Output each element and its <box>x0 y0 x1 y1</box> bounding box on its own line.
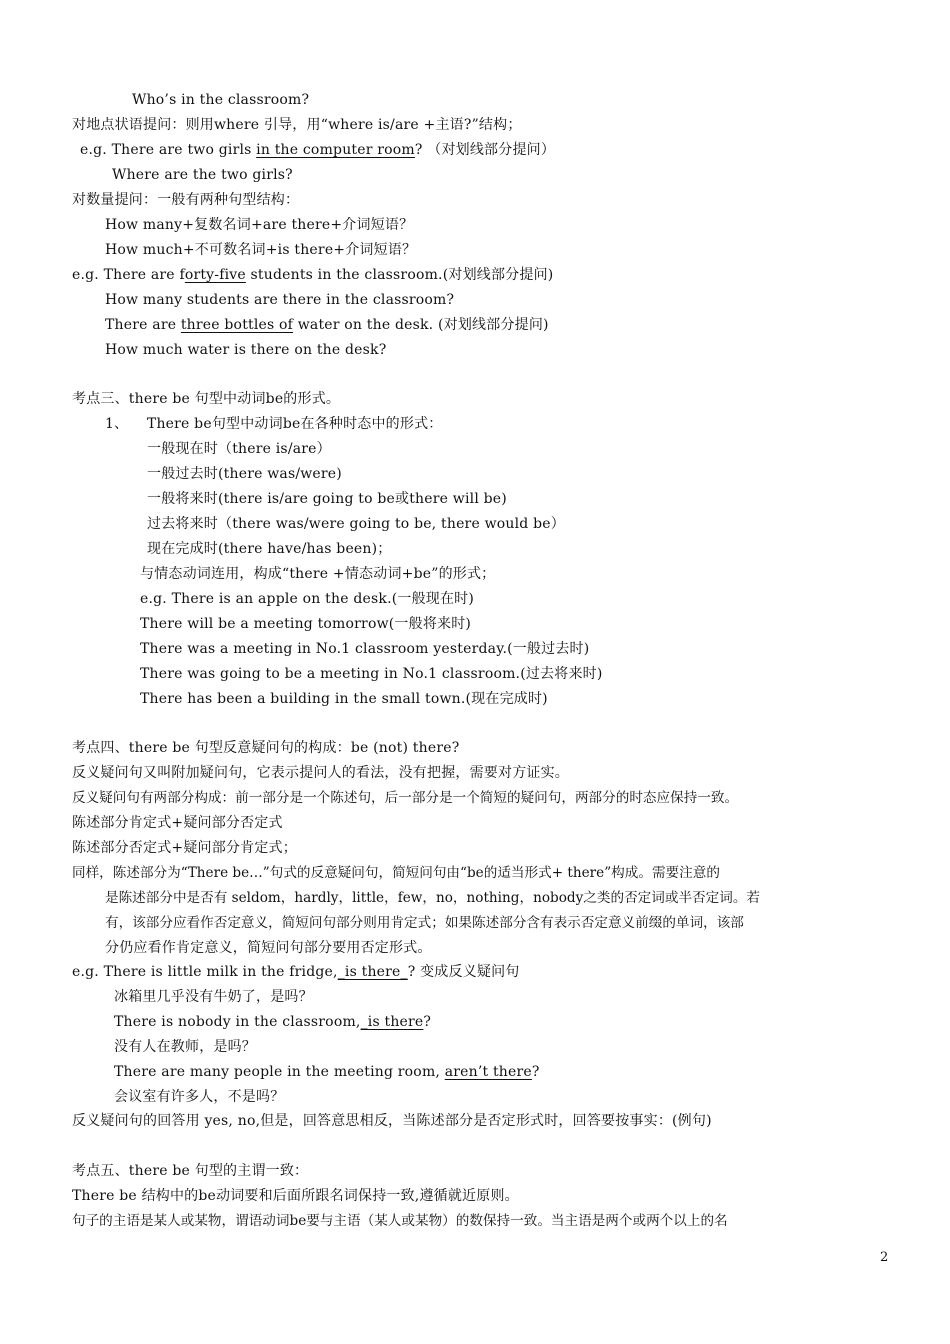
underlined-text: aren’t there <box>444 1064 532 1080</box>
text-segment: 有，该部分应看作否定意义，简短问句部分则用肯定式；如果陈述部分含有表示否定意义前缀的单词，该部 <box>105 915 744 931</box>
text-line <box>105 315 549 335</box>
text-segment: 会议室有许多人，不是吗？ <box>114 1089 285 1105</box>
text-line <box>147 464 342 484</box>
text-line <box>114 987 313 1007</box>
text-segment: 考点五、there be 句型的主谓一致： <box>72 1163 309 1179</box>
text-segment: ? （对划线部分提问） <box>414 142 556 158</box>
underlined-text: orty-five <box>184 267 246 283</box>
text-line <box>72 863 720 883</box>
text-line <box>114 1012 431 1032</box>
text-line <box>147 439 331 459</box>
text-line <box>105 240 416 260</box>
text-segment: There be 结构中的be动词要和后面所跟名词保持一致,遵循就近原则。 <box>72 1188 519 1204</box>
text-segment: There was going to be a meeting in No.1 classroom.(过去将来时) <box>140 666 603 682</box>
text-line <box>72 115 522 135</box>
text-line <box>72 1186 519 1206</box>
text-segment: There has been a building in the small town.(现在完成时) <box>140 691 548 707</box>
text-line <box>140 689 548 709</box>
underlined-text: three bottles of <box>180 317 294 333</box>
text-segment: e.g. There are two girls <box>80 142 257 158</box>
text-segment: water on the desk. (对划线部分提问) <box>293 317 549 333</box>
text-line <box>105 888 760 908</box>
text-line <box>105 290 454 310</box>
text-line <box>114 1062 540 1082</box>
text-segment: 同样，陈述部分为“There be…”句式的反意疑问句，简短问句由“be的适当形式+ there”构成。需要注意的 <box>72 865 720 881</box>
text-segment: 反义疑问句的回答用 yes, no,但是，回答意思相反，当陈述部分是否定形式时，回答要按事实：(例句) <box>72 1113 712 1129</box>
text-segment: 对地点状语提问：则用where 引导，用“where is/are +主语?”结构； <box>72 117 522 133</box>
text-segment: How much+不可数名词+is there+介词短语？ <box>105 242 417 258</box>
text-line <box>105 414 442 434</box>
text-segment: 是陈述部分中是否有 seldom，hardly，little，few，no，nothing，nobody之类的否定词或半否定词。若 <box>105 890 761 906</box>
text-segment: 陈述部分否定式+疑问部分肯定式； <box>72 840 297 856</box>
text-segment: 反义疑问句有两部分构成：前一部分是一个陈述句，后一部分是一个简短的疑问句，两部分的时态应保持一致。 <box>72 790 739 806</box>
text-line <box>72 265 553 285</box>
text-line <box>140 639 589 659</box>
text-segment: 考点三、there be 句型中动词be的形式。 <box>72 391 341 407</box>
text-line <box>105 913 744 933</box>
text-segment: There will be a meeting tomorrow(一般将来时) <box>140 616 472 632</box>
text-line <box>132 90 309 110</box>
text-segment: Where are the two girls? <box>112 167 293 183</box>
underlined-text: in the computer room <box>256 142 415 158</box>
page-number: 2 <box>880 1250 889 1265</box>
text-segment: 对数量提问：一般有两种句型结构： <box>72 192 300 208</box>
text-segment: students in the classroom.(对划线部分提问) <box>245 267 554 283</box>
text-segment: 冰箱里几乎没有牛奶了，是吗？ <box>114 989 313 1005</box>
section-heading <box>72 738 459 758</box>
text-line <box>80 140 555 160</box>
text-segment: ? <box>531 1064 540 1080</box>
text-segment: Who’s in the classroom? <box>132 92 310 108</box>
text-line <box>114 1037 256 1057</box>
text-line <box>105 215 413 235</box>
text-line <box>72 788 738 808</box>
text-line <box>105 938 432 958</box>
text-line <box>140 564 495 584</box>
text-segment: There is nobody in the classroom, <box>114 1014 361 1030</box>
underlined-text: _is there_ <box>337 964 408 980</box>
text-segment: How many students are there in the classroom? <box>105 292 455 308</box>
text-line <box>72 1211 728 1231</box>
text-segment: ? 变成反义疑问句 <box>407 964 520 980</box>
text-segment: e.g. There are f <box>72 267 185 283</box>
text-segment: 与情态动词连用，构成“there +情态动词+be”的形式； <box>140 566 496 582</box>
text-segment: 分仍应看作肯定意义，简短问句部分要用否定形式。 <box>105 940 432 956</box>
text-line <box>140 589 474 609</box>
section-heading <box>72 389 340 409</box>
text-segment: 考点四、there be 句型反意疑问句的构成：be (not) there? <box>72 740 460 756</box>
text-line <box>105 340 386 360</box>
text-line <box>72 1111 712 1131</box>
text-segment: 陈述部分肯定式+疑问部分否定式 <box>72 815 283 831</box>
text-segment: ? <box>423 1014 432 1030</box>
text-line <box>72 813 283 833</box>
text-segment: 过去将来时（there was/were going to be, there would be） <box>147 516 565 532</box>
text-segment: How much water is there on the desk? <box>105 342 387 358</box>
text-segment: 一般将来时(there is/are going to be或there will be) <box>147 491 507 507</box>
text-segment: There are <box>105 317 181 333</box>
text-segment: 现在完成时(there have/has been)； <box>147 541 392 557</box>
text-line <box>114 1087 284 1107</box>
text-segment: 一般现在时（there is/are） <box>147 441 331 457</box>
text-segment: There are many people in the meeting room, <box>114 1064 445 1080</box>
text-segment: 一般过去时(there was/were) <box>147 466 342 482</box>
text-segment: 1、 There be句型中动词be在各种时态中的形式： <box>105 416 443 432</box>
text-segment: How many+复数名词+are there+介词短语？ <box>105 217 414 233</box>
text-line <box>72 962 520 982</box>
text-segment: 句子的主语是某人或某物，谓语动词be要与主语（某人或某物）的数保持一致。当主语是两个或两个以上的名 <box>72 1213 728 1229</box>
text-segment: e.g. There is an apple on the desk.(一般现在时) <box>140 591 475 607</box>
text-line <box>147 514 565 534</box>
text-segment: There was a meeting in No.1 classroom yesterday.(一般过去时) <box>140 641 590 657</box>
text-line <box>147 539 392 559</box>
text-segment: 没有人在教师，是吗？ <box>114 1039 256 1055</box>
text-line <box>140 664 603 684</box>
text-segment: e.g. There is little milk in the fridge, <box>72 964 338 980</box>
text-line <box>72 190 299 210</box>
text-line <box>72 838 297 858</box>
section-heading <box>72 1161 308 1181</box>
text-line <box>140 614 471 634</box>
text-segment: 反义疑问句又叫附加疑问句，它表示提问人的看法，没有把握，需要对方证实。 <box>72 765 569 781</box>
text-line <box>147 489 507 509</box>
text-line <box>112 165 293 185</box>
underlined-text: _is there <box>360 1014 424 1030</box>
text-line <box>72 763 569 783</box>
